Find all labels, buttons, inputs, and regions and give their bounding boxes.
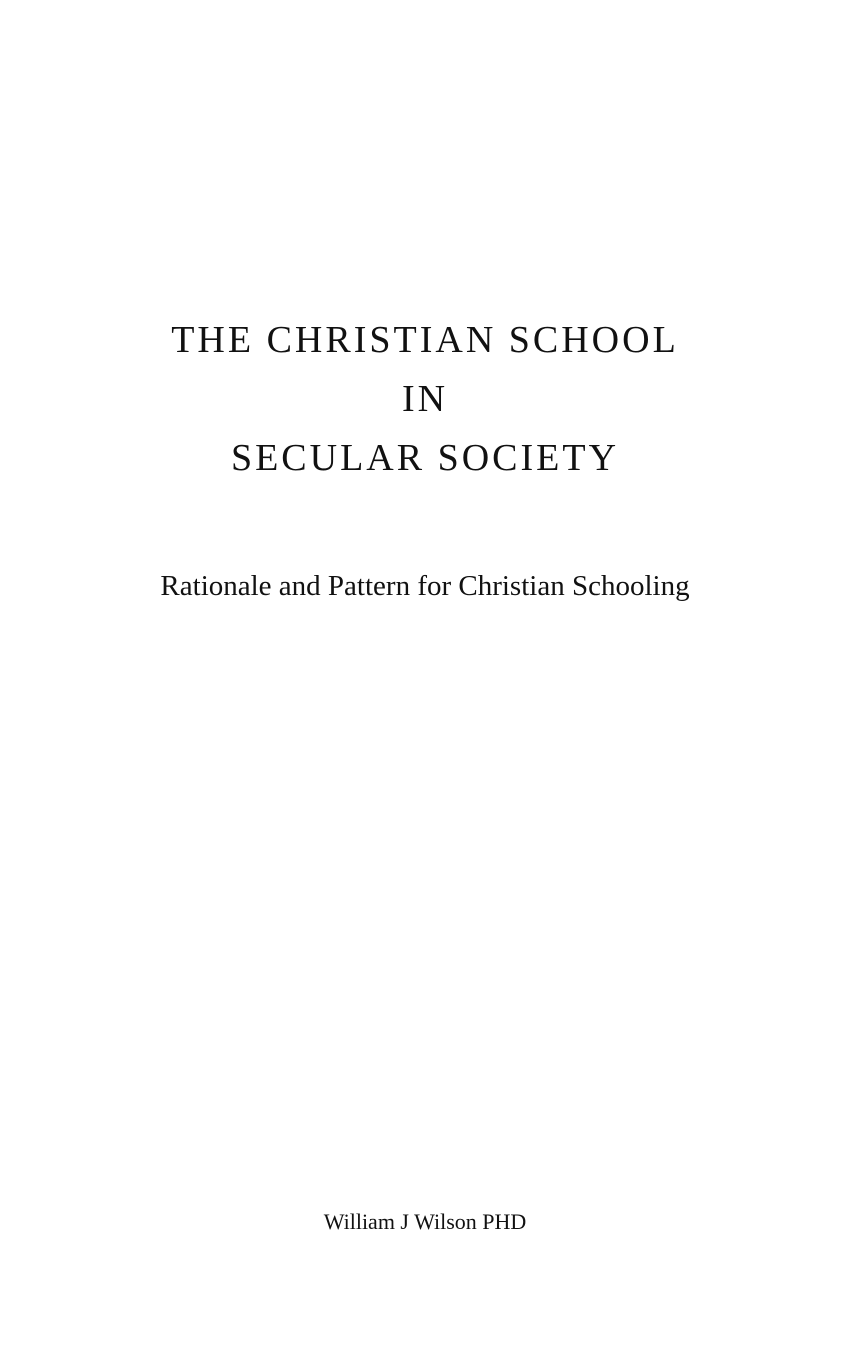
book-subtitle: Rationale and Pattern for Christian Schooling [160, 570, 690, 602]
book-title-line-3: SECULAR SOCIETY [230, 437, 620, 480]
book-title-line-2: IN [401, 378, 449, 421]
book-title [0, 311, 850, 488]
book-title-line-1: THE CHRISTIAN SCHOOL [171, 319, 679, 362]
author-name: William J Wilson PHD [323, 1209, 527, 1234]
